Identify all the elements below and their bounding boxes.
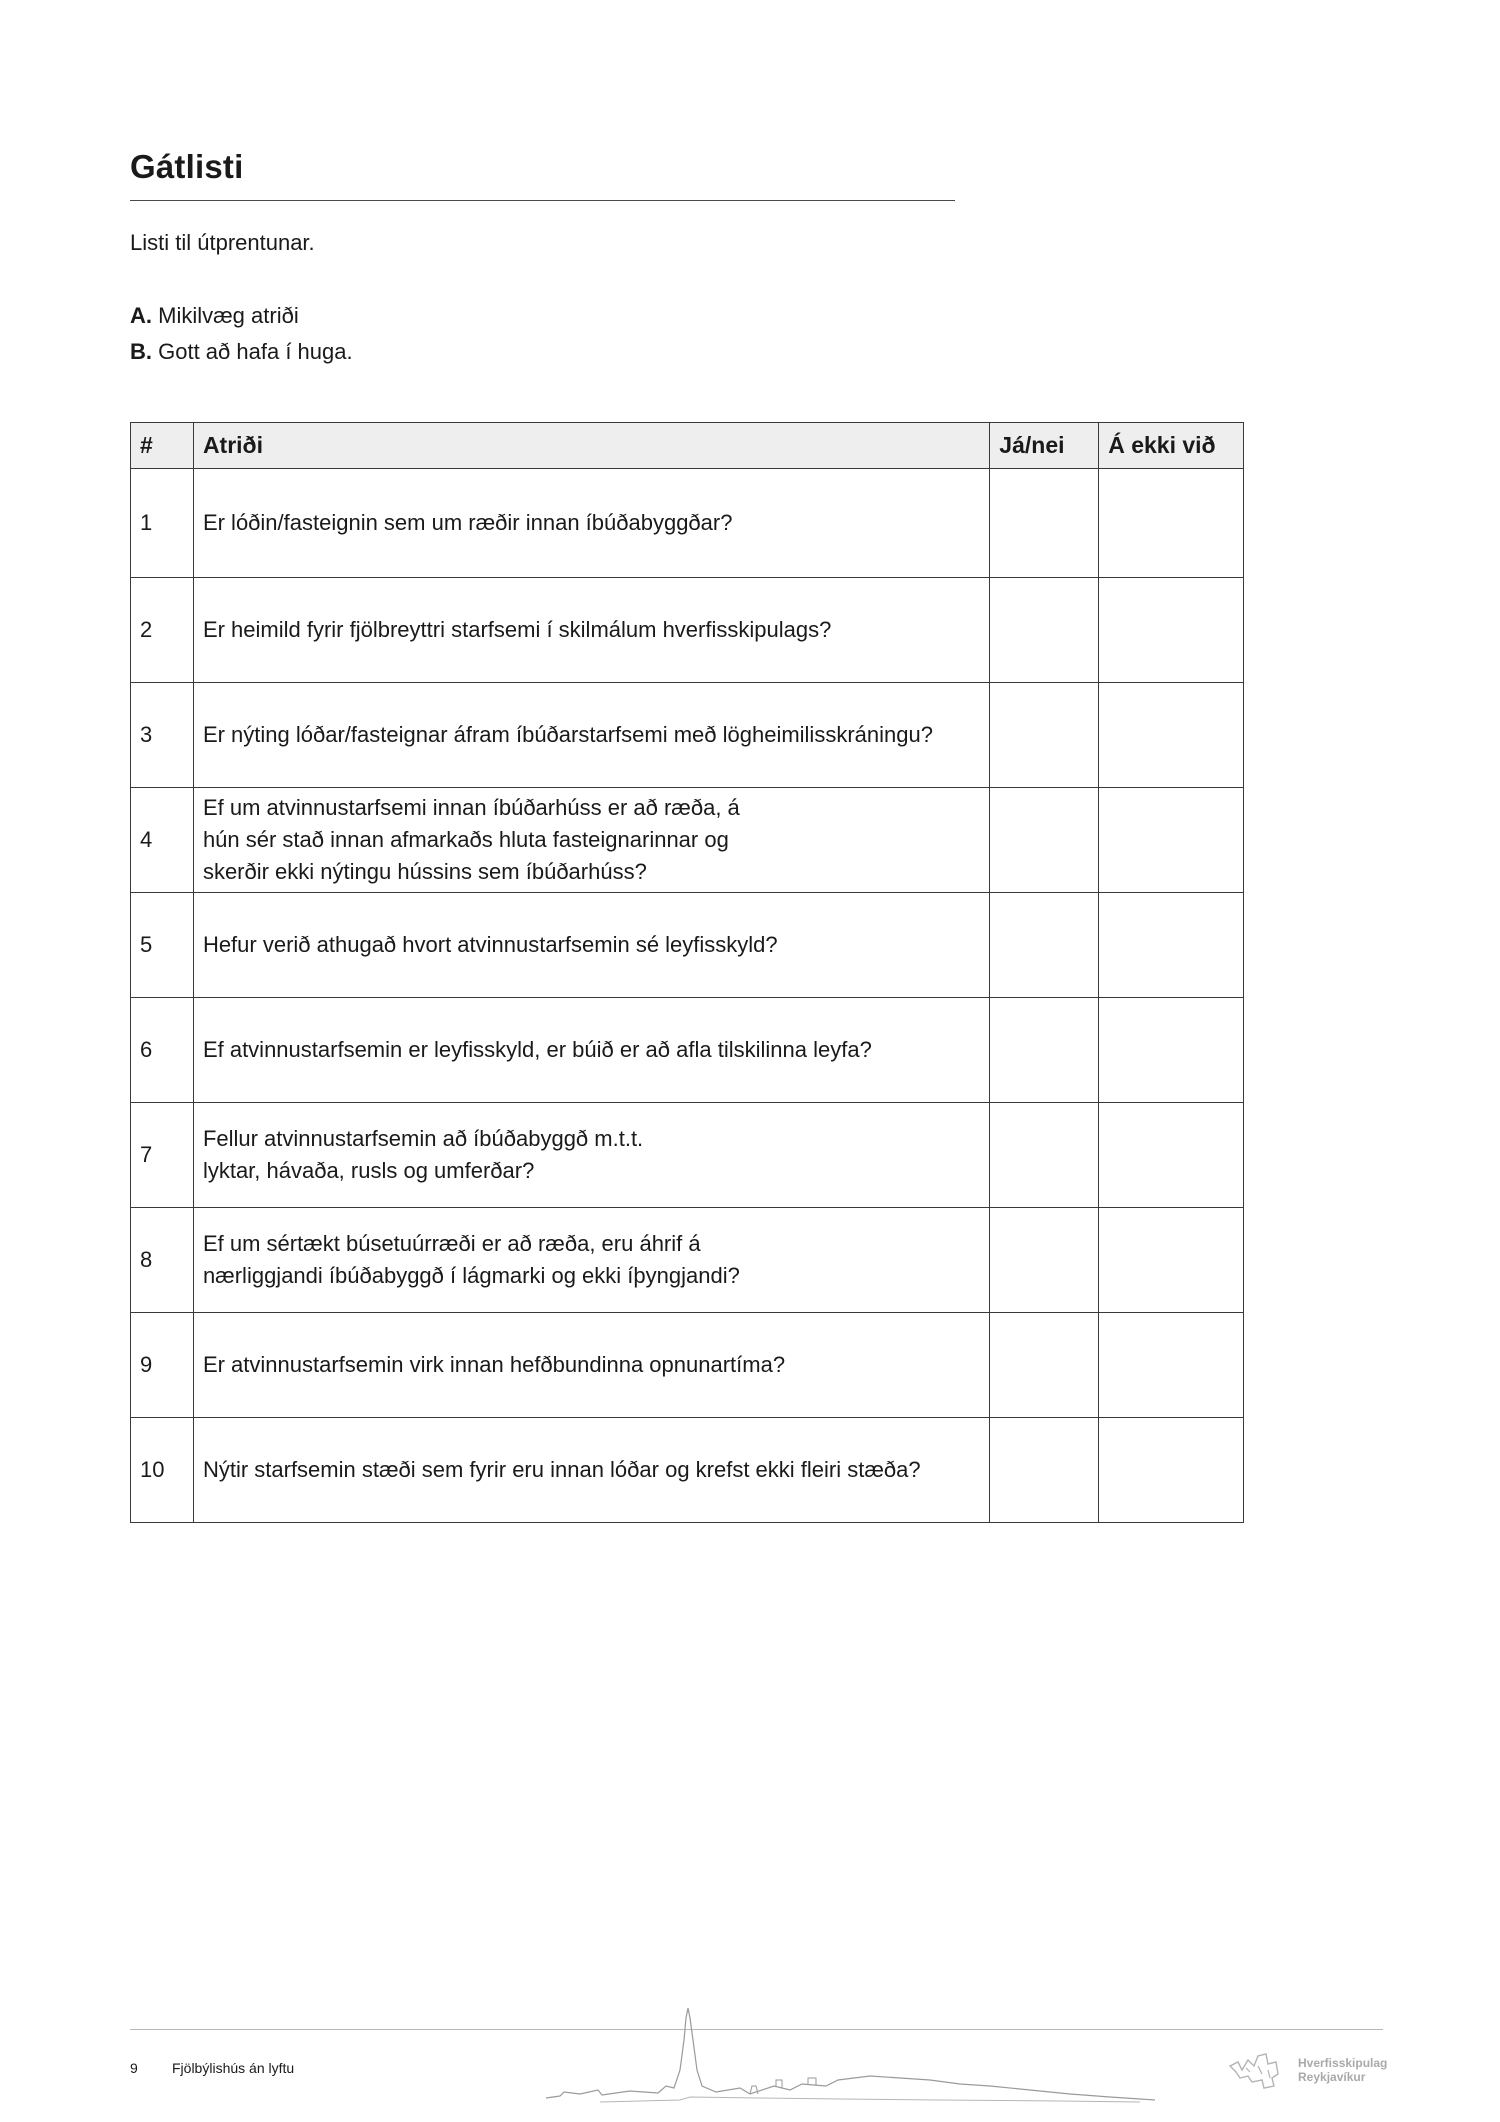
checklist-table (130, 422, 1244, 1523)
table-row (131, 1418, 1244, 1523)
row-item (193, 998, 989, 1103)
row-number: 6 (131, 998, 194, 1103)
header-number: # (131, 423, 194, 469)
legend (130, 298, 353, 370)
table-row (131, 1208, 1244, 1313)
title-divider (130, 200, 955, 201)
row-number: 7 (131, 1103, 194, 1208)
header-item: Atriði (193, 423, 989, 469)
legend-text: Mikilvæg atriði (158, 303, 299, 328)
page-title: Gátlisti (130, 148, 244, 185)
not-applicable-cell[interactable] (1099, 1418, 1244, 1523)
table-row (131, 683, 1244, 788)
row-item (193, 1418, 989, 1523)
yes-no-cell[interactable] (990, 998, 1099, 1103)
row-item-line: skerðir ekki nýtingu hússins sem íbúðarhúss? (202, 859, 647, 884)
row-number: 4 (131, 788, 194, 893)
not-applicable-cell[interactable] (1099, 1208, 1244, 1313)
row-item-line: Nýtir starfsemin stæði sem fyrir eru innan lóðar og krefst ekki fleiri stæða? (202, 1457, 921, 1482)
row-item (193, 893, 989, 998)
brand-line-2: Reykjavíkur (1298, 2070, 1366, 2084)
row-item-line: Er heimild fyrir fjölbreyttri starfsemi í skilmálum hverfisskipulags? (202, 617, 832, 642)
not-applicable-cell[interactable] (1099, 683, 1244, 788)
intro-text: Listi til útprentunar. (130, 230, 315, 255)
brand-logo-mark (1228, 2048, 1294, 2092)
row-item-line: nærliggjandi íbúðabyggð í lágmarki og ekki íþyngjandi? (202, 1263, 740, 1288)
table-row (131, 1313, 1244, 1418)
header-not-applicable: Á ekki við (1099, 423, 1244, 469)
row-item-line: Hefur verið athugað hvort atvinnustarfsemin sé leyfisskyld? (202, 932, 778, 957)
row-item-line: Fellur atvinnustarfsemin að íbúðabyggð m.t.t. (202, 1126, 644, 1151)
row-item-line: lyktar, hávaða, rusls og umferðar? (202, 1158, 535, 1183)
yes-no-cell[interactable] (990, 469, 1099, 578)
row-number: 9 (131, 1313, 194, 1418)
row-item (193, 1313, 989, 1418)
brand-line-1: Hverfisskipulag (1298, 2056, 1388, 2070)
row-item-line: Er atvinnustarfsemin virk innan hefðbundinna opnunartíma? (202, 1352, 786, 1377)
yes-no-cell[interactable] (990, 1103, 1099, 1208)
row-number: 2 (131, 578, 194, 683)
row-item (193, 578, 989, 683)
yes-no-cell[interactable] (990, 1418, 1099, 1523)
row-number: 10 (131, 1418, 194, 1523)
row-number: 3 (131, 683, 194, 788)
legend-text: Gott að hafa í huga. (158, 339, 353, 364)
row-item-line: Ef atvinnustarfsemin er leyfisskyld, er búið er að afla tilskilinna leyfa? (202, 1037, 872, 1062)
city-skyline-illustration (540, 2000, 1180, 2105)
table-header-row (131, 423, 1244, 469)
legend-key: A. (130, 303, 152, 328)
table-row (131, 998, 1244, 1103)
row-item-line: Er lóðin/fasteignin sem um ræðir innan íbúðabyggðar? (202, 510, 733, 535)
row-item-line: Ef um atvinnustarfsemi innan íbúðarhúss er að ræða, á (202, 795, 740, 820)
not-applicable-cell[interactable] (1099, 788, 1244, 893)
yes-no-cell[interactable] (990, 893, 1099, 998)
table-row (131, 788, 1244, 893)
legend-key: B. (130, 339, 152, 364)
brand-name (1298, 2056, 1387, 2084)
table-row (131, 578, 1244, 683)
not-applicable-cell[interactable] (1099, 1103, 1244, 1208)
table-row (131, 469, 1244, 578)
yes-no-cell[interactable] (990, 578, 1099, 683)
table-row (131, 1103, 1244, 1208)
not-applicable-cell[interactable] (1099, 1313, 1244, 1418)
legend-item-b (130, 334, 353, 370)
yes-no-cell[interactable] (990, 1208, 1099, 1313)
not-applicable-cell[interactable] (1099, 998, 1244, 1103)
row-item (193, 788, 989, 893)
row-number: 8 (131, 1208, 194, 1313)
legend-item-a (130, 298, 353, 334)
not-applicable-cell[interactable] (1099, 578, 1244, 683)
table-row (131, 893, 1244, 998)
yes-no-cell[interactable] (990, 683, 1099, 788)
not-applicable-cell[interactable] (1099, 893, 1244, 998)
row-item (193, 683, 989, 788)
row-number: 5 (131, 893, 194, 998)
row-item-line: hún sér stað innan afmarkaðs hluta fasteignarinnar og (202, 827, 729, 852)
yes-no-cell[interactable] (990, 1313, 1099, 1418)
not-applicable-cell[interactable] (1099, 469, 1244, 578)
row-item (193, 469, 989, 578)
footer-document-title: Fjölbýlishús án lyftu (172, 2060, 295, 2076)
header-yes-no: Já/nei (990, 423, 1099, 469)
row-item-line: Er nýting lóðar/fasteignar áfram íbúðarstarfsemi með lögheimilisskráningu? (202, 722, 933, 747)
yes-no-cell[interactable] (990, 788, 1099, 893)
checklist-body (131, 469, 1244, 1523)
row-item (193, 1103, 989, 1208)
row-item-line: Ef um sértækt búsetuúrræði er að ræða, eru áhrif á (202, 1231, 701, 1256)
row-item (193, 1208, 989, 1313)
footer-page-number: 9 (130, 2060, 138, 2076)
row-number: 1 (131, 469, 194, 578)
